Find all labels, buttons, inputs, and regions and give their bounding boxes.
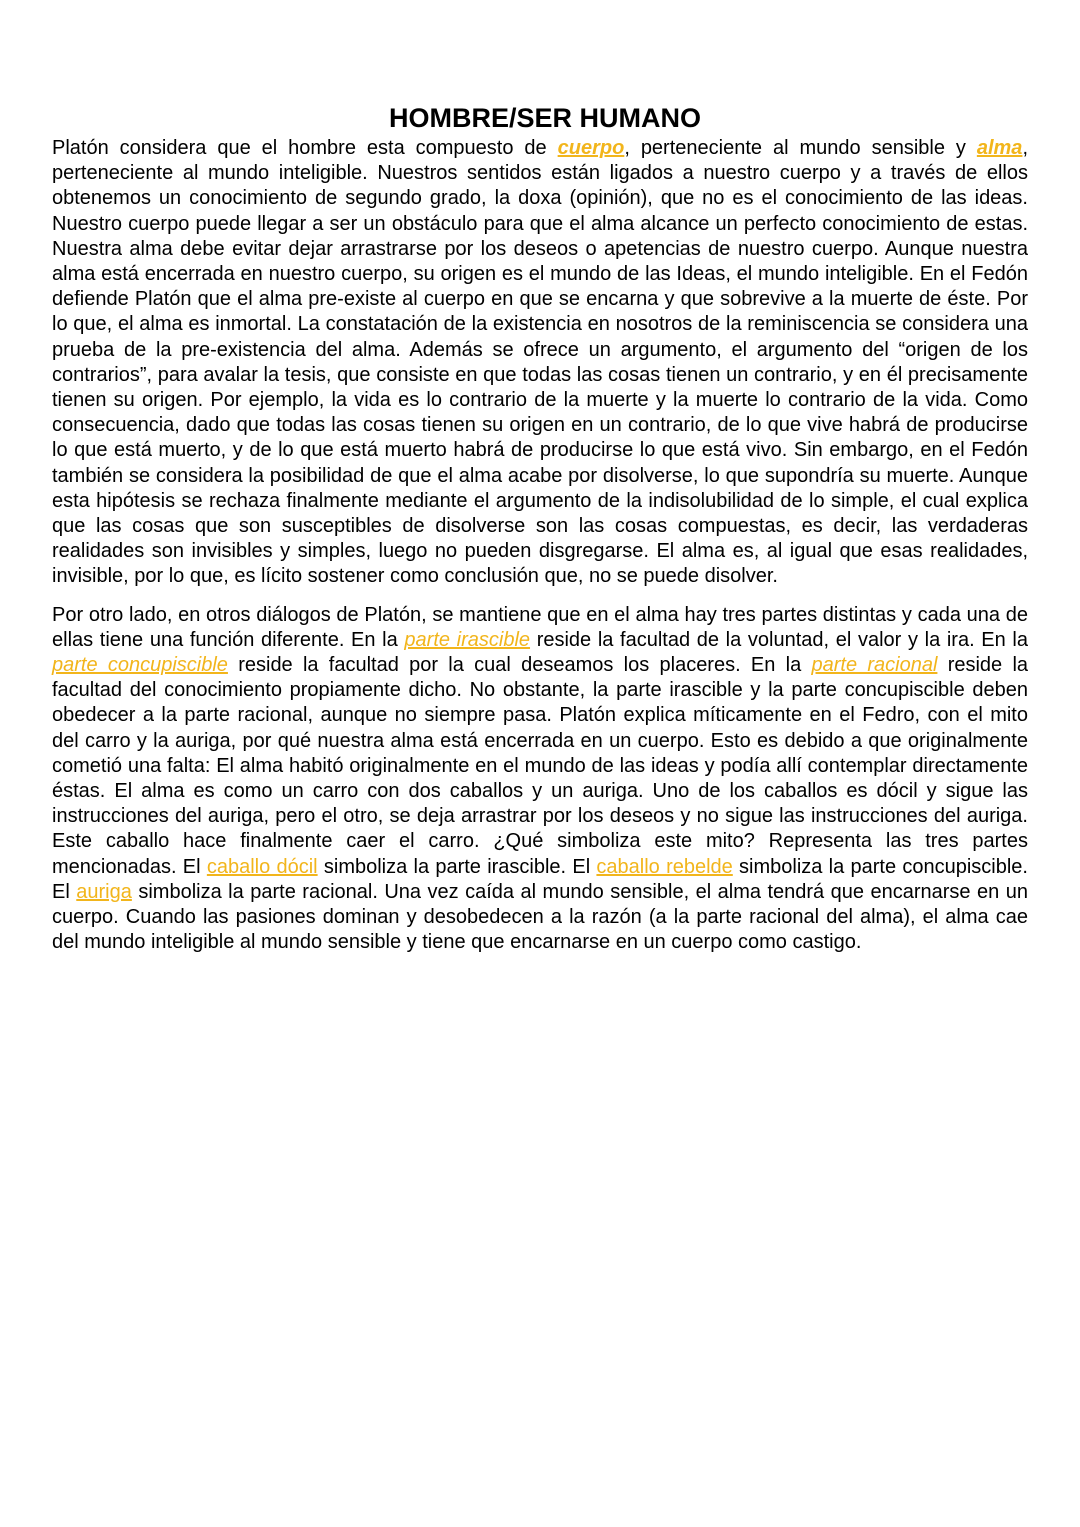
keyword-alma: alma [976,137,1023,159]
p1-text-c: , perteneciente al mundo inteligible. Nuestros sentidos están ligados a nuestro cuerpo y a través de ellos obtenemos un conocimiento de segundo grado, la doxa (opinión), que no es el conocimiento de las ideas. Nuestro cuerpo puede llegar a ser un obstáculo para que el alma alcance un perfecto conocimiento de estas. Nuestra alma debe evitar dejar arrastrarse por los deseos o apetencias de nuestro cuerpo. Aunque nuestra alma está encerrada en nuestro cuerpo, su origen es el mundo de las Ideas, el mundo inteligible. En el Fedón defiende Platón que el alma pre-existe al cuerpo en que se encarna y que sobrevive a la muerte de éste. Por lo que, el alma es inmortal. La constatación de la existencia en nosotros de la reminiscencia se considera una prueba de la pre-existencia del alma. Además se ofrece un argumento, el argumento del “origen de los contrarios”, para avalar la tesis, que consiste en que todas las cosas tienen un contrario, y en él precisamente tienen su origen. Por ejemplo, la vida es lo contrario de la muerte y la muerte lo contrario de la vida. Como consecuencia, dado que todas las cosas tienen su origen en un contrario, de lo que vive habrá de producirse lo que está muerto, y de lo que está muerto habrá de producirse lo que está vivo. Sin embargo, en el Fedón también se considera la posibilidad de que el alma acabe por disolverse, lo que supondría su muerte. Aunque esta hipótesis se rechaza finalmente mediante el argumento de la indisolubilidad de lo simple, el cual explica que las cosas que son susceptibles de disolverse son las cosas compuestas, es decir, las verdaderas realidades son invisibles y simples, luego no pueden disgregarse. El alma es, al igual que esas realidades, invisible, por lo que, es lícito sostener como conclusión que, no se puede disolver. [52,137,1028,588]
keyword-auriga: auriga [76,880,132,903]
p2-text-e: simboliza la parte irascible. El [317,855,597,878]
paragraph-1 [52,136,1028,590]
keyword-parte-concupiscible: parte concupiscible [52,654,228,677]
keyword-parte-irascible: parte irascible [404,628,531,651]
p1-text-b: , perteneciente al mundo sensible y [624,137,977,159]
p2-text-g: simboliza la parte racional. Una vez caída al mundo sensible, el alma tendrá que encarnarse en un cuerpo. Cuando las pasiones dominan y desobedecen a la razón (a la parte racional del alma), el alma cae del mundo inteligible al mundo sensible y tiene que encarnarse en un cuerpo como castigo. [52,880,1028,954]
keyword-caballo-docil: caballo dócil [206,855,318,878]
keyword-caballo-rebelde: caballo rebelde [596,855,733,878]
p2-text-d: reside la facultad del conocimiento propiamente dicho. No obstante, la parte irascible y la parte concupiscible deben obedecer a la parte racional, aunque no siempre pasa. Platón explica míticamente en el Fedro, con el mito del carro y la auriga, por qué nuestra alma está encerrada en un cuerpo. Esto es debido a que originalmente cometió una falta: El alma habitó originalmente en el mundo de las ideas y podía allí contemplar directamente éstas. El alma es como un carro con dos caballos y un auriga. Uno de los caballos es dócil y sigue las instrucciones del auriga, pero el otro, se deja arrastrar por los deseos y no sigue las instrucciones del auriga. Este caballo hace finalmente caer el carro. ¿Qué simboliza este mito? Representa las tres partes mencionadas. El [52,654,1029,878]
p2-text-c: reside la facultad por la cual deseamos los placeres. En la [227,654,812,677]
p2-text-b: reside la facultad de la voluntad, el valor y la ira. En la [530,628,1028,651]
keyword-parte-racional: parte racional [811,654,938,677]
p2-text-a: Por otro lado, en otros diálogos de Platón, se mantiene que en el alma hay tres partes distintas y cada una de ellas tiene una función diferente. En la [52,603,1028,651]
keyword-cuerpo: cuerpo [557,137,625,159]
document-page [52,100,1028,956]
document-title: HOMBRE/SER HUMANO [388,103,701,133]
p2-text-f: simboliza la parte concupiscible. El [52,855,1028,903]
paragraph-2 [52,603,1028,956]
p1-text-a: Platón considera que el hombre esta compuesto de [52,137,558,159]
